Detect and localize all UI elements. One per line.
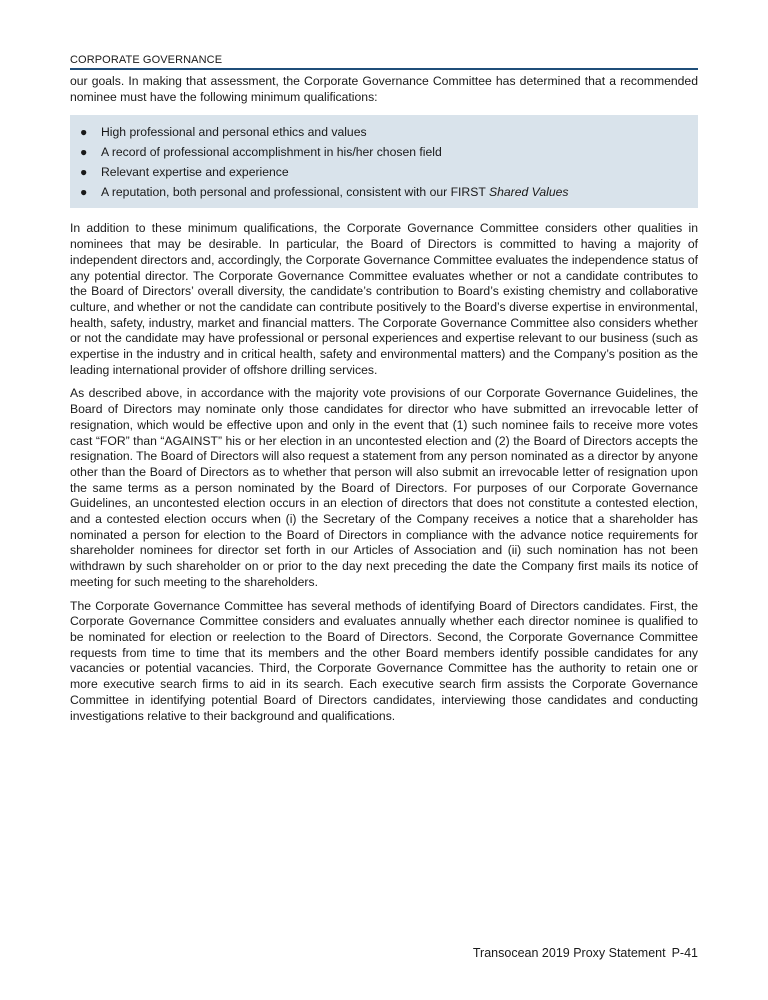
qualification-text: High professional and personal ethics and values (101, 125, 367, 140)
footer-document-title: Transocean 2019 Proxy Statement (472, 946, 666, 960)
qualifications-list (80, 122, 688, 202)
qualifications-callout (70, 115, 698, 208)
body-paragraph-identifying-candidates: The Corporate Governance Committee has several methods of identifying Board of Directors candidates. First, the Corporate Governance Committee considers and evaluates annually whether each director nominee is qualified to be nominated for election or reelection to the Board of Directors. Second, the Corporate Governance Committee requests from time to time that its members and the other Board members identify possible candidates for any vacancies or potential vacancies. Third, the Corporate Governance Committee has the authority to retain one or more executive search firms to aid in its search. Each executive search firm assists the Corporate Governance Committee in identifying potential Board of Directors candidates, interviewing those candidates and conducting investigations relative to their background and qualifications. (70, 598, 698, 723)
bullet-icon: ● (80, 165, 88, 180)
qualification-item (80, 122, 688, 142)
intro-paragraph: our goals. In making that assessment, the Corporate Governance Committee has determined that a recommended nominee must have the following minimum qualifications: (70, 74, 698, 104)
shared-values-emphasis: Shared Values (488, 185, 569, 200)
qualification-text: A record of professional accomplishment in his/her chosen field (101, 145, 442, 160)
bullet-icon: ● (80, 145, 88, 160)
qualification-text: A reputation, both personal and professional, consistent with our FIRST (101, 185, 489, 200)
bullet-icon: ● (80, 125, 88, 140)
qualification-text: Relevant expertise and experience (101, 165, 289, 180)
section-divider (70, 68, 698, 70)
body-paragraph-majority-vote: As described above, in accordance with the majority vote provisions of our Corporate Governance Guidelines, the Board of Directors may nominate only those candidates for director who have submitted an irrevocable letter of resignation, which would be effective upon and only in the event that (1) such nominee fails to receive more votes cast “FOR” than “AGAINST” his or her election in an uncontested election and (2) the Board of Directors accepts the resignation. The Board of Directors will also request a statement from any person nominated as a director by anyone other than the Board of Directors as to whether that person will also submit an irrevocable letter of resignation upon the same terms as a person nominated by the Board of Directors. For purposes of our Corporate Governance Guidelines, an uncontested election occurs in an election of directors that does not constitute a contested election, and a contested election occurs when (i) the Secretary of the Company receives a notice that a shareholder has nominated a person for election to the Board of Directors in compliance with the advance notice requirements for shareholder nominees for director set forth in our Articles of Association and (ii) such nomination has not been withdrawn by such shareholder on or prior to the day next preceding the date the Company first mails its notice of meeting for such meeting to the shareholders. (70, 386, 698, 589)
section-header: CORPORATE GOVERNANCE (70, 54, 223, 66)
page-footer (473, 946, 698, 960)
document-page (70, 54, 698, 732)
qualification-item (80, 162, 688, 182)
body-paragraph-additional-qualities: In addition to these minimum qualifications, the Corporate Governance Committee considers other qualities in nominees that may be desirable. In particular, the Board of Directors is committed to having a majority of independent directors and, accordingly, the Corporate Governance Committee evaluates the independence status of any potential director. The Corporate Governance Committee evaluates whether or not a candidate contributes to the Board of Directors’ overall diversity, the candidate’s contribution to Board’s existing chemistry and collaborative culture, and whether or not the candidate can contribute positively to the Board’s diverse expertise in environmental, health, safety, industry, market and financial matters. The Corporate Governance Committee also considers whether or not the candidate may have professional or personal experiences and expertise relevant to our business (such as expertise in the industry and in critical health, safety and environmental matters) and the Company’s position as the leading international provider of offshore drilling services. (70, 221, 698, 377)
bullet-icon: ● (80, 185, 88, 200)
qualification-item (80, 142, 688, 162)
page-number: P-41 (671, 946, 698, 960)
qualification-item (80, 182, 688, 202)
